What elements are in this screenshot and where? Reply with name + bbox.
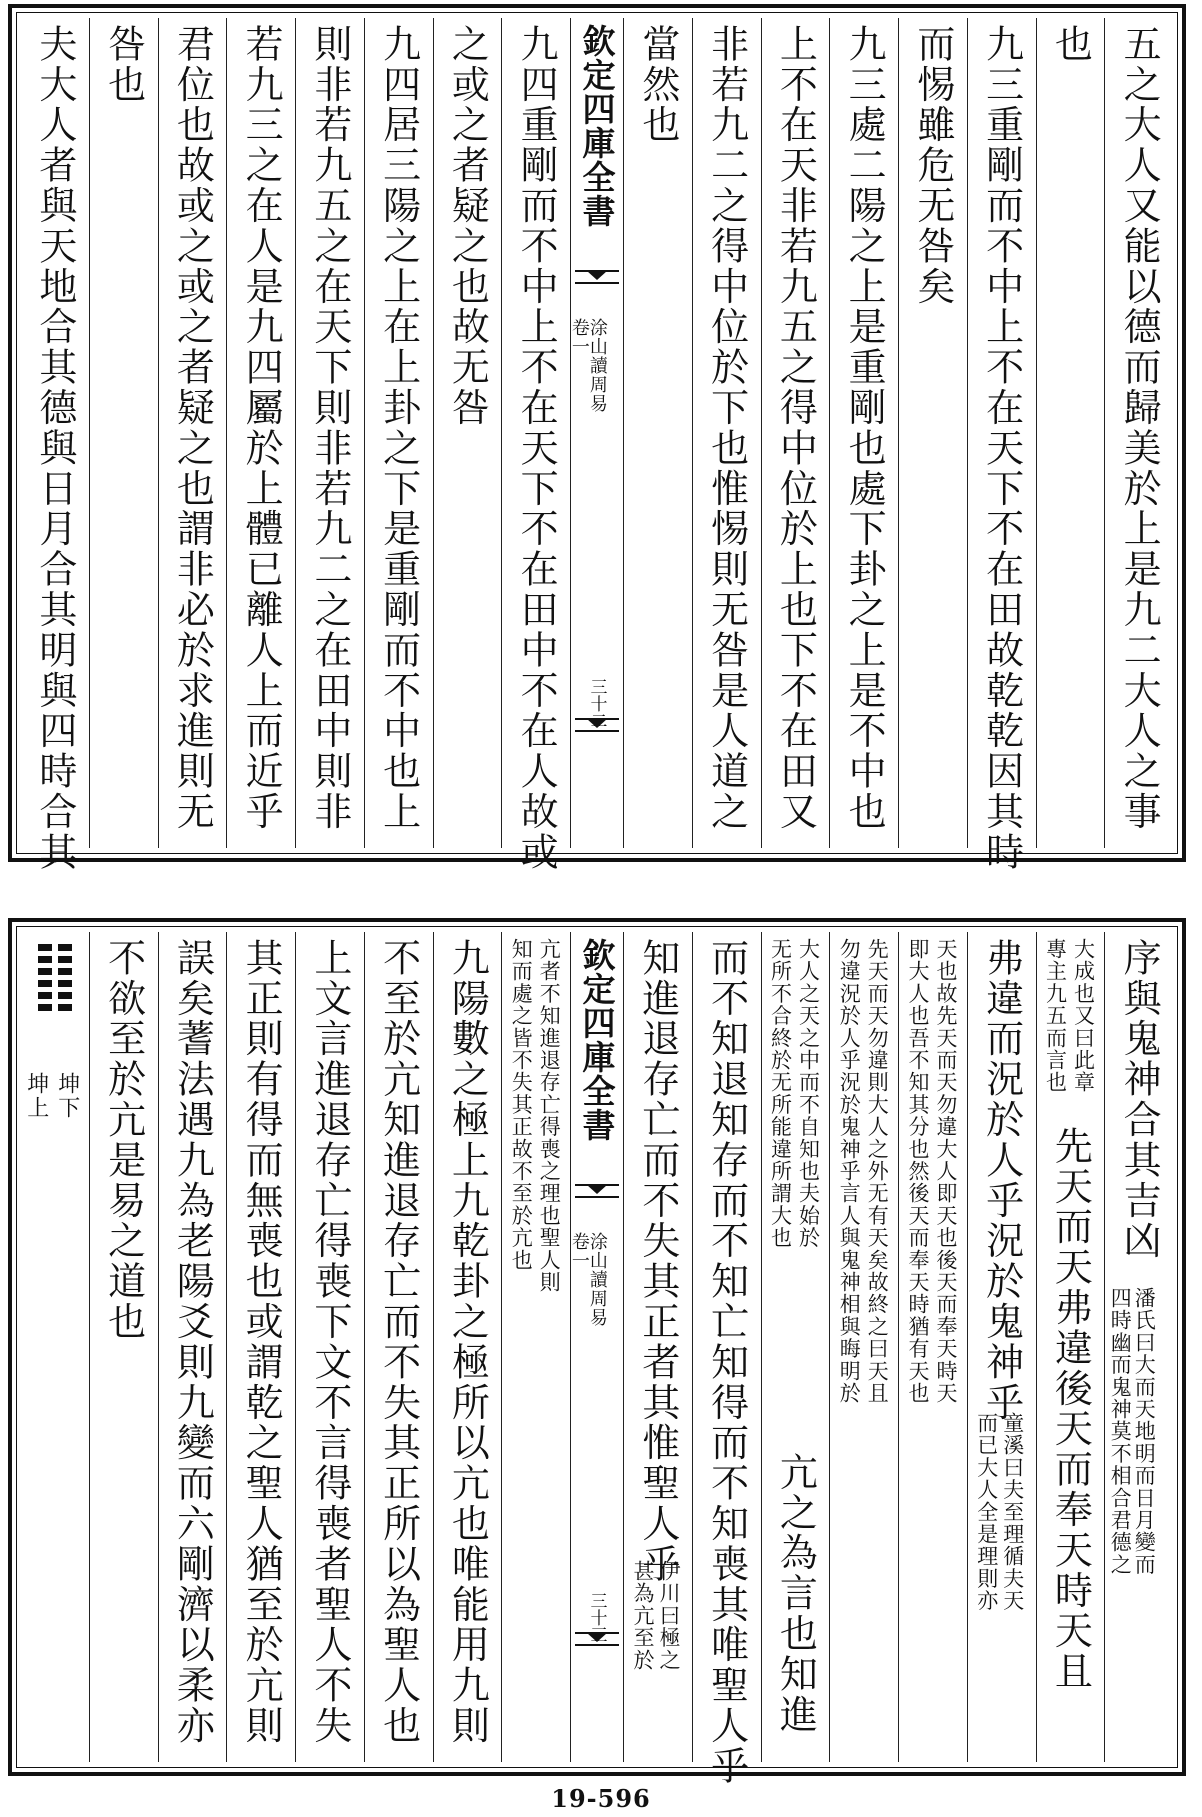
main-text: 誤矣蓍法遇九為老陽爻則九變而六剛濟以柔亦	[170, 938, 215, 1746]
hexagram-column	[21, 932, 89, 1762]
main-text: 知進退存亡而不失其正者其惟聖人乎	[635, 938, 680, 1585]
main-text: 則非若九五之在天下則非若九二之在田中則非	[307, 24, 352, 832]
text-column	[21, 18, 89, 873]
collection-title: 欽定四庫全書	[577, 24, 617, 228]
annotation-text: 勿違況於人乎況於鬼神乎言人與鬼神相與晦明於	[837, 938, 862, 1405]
volume-label: 卷一	[568, 318, 590, 356]
annotation-text: 先天而天勿違則大人之外无有天矣故終之曰天且	[865, 938, 890, 1405]
text-column	[692, 932, 761, 1787]
annotation-text: 專主九五而言也	[1043, 938, 1068, 1094]
text-column	[158, 18, 227, 848]
annotation-text: 即大人也吾不知其分也然後天而奉天時猶有天也	[906, 938, 931, 1405]
annotation-text: 大成也又曰此章	[1071, 938, 1096, 1094]
main-text: 九三處二陽之上是重剛也處下卦之上是不中也	[842, 24, 887, 832]
fish-tail-mark	[575, 1632, 619, 1646]
book-title: 涂山讀周易	[586, 318, 608, 413]
annotation-text: 无所不合終於无所能違所謂大也	[768, 938, 793, 1249]
main-text: 弗違而況於人乎況於鬼神乎	[979, 938, 1024, 1423]
text-column	[967, 18, 1036, 873]
text-column	[364, 18, 433, 848]
main-text: 九陽數之極上九乾卦之極所以亢也唯能用九則	[445, 938, 490, 1746]
text-column	[1104, 932, 1173, 1762]
hexagram-name-upper: 坤上	[23, 1072, 49, 1120]
main-text: 也	[1048, 24, 1093, 65]
annotation-text: 亢者不知進退存亡得喪之理也聖人則	[537, 938, 562, 1294]
main-text: 上不在天非若九五之得中位於上也下不在田又	[773, 24, 818, 832]
text-column	[433, 18, 502, 848]
folio-number: 三十三	[586, 1592, 607, 1643]
annotation-text: 四時幽而鬼神莫不相合君德之	[1108, 1287, 1133, 1576]
page-number: 19-596	[551, 1784, 651, 1813]
annotation-text: 潘氏曰大而天地明而日月變而	[1132, 1287, 1157, 1576]
main-text: 而不知退知存而不知亡知得而不知喪其唯聖人乎	[704, 938, 749, 1787]
hexagram-labels	[23, 1072, 83, 1120]
bottom-columns	[21, 932, 1173, 1787]
kun-hexagram-icon	[38, 944, 72, 1016]
text-column	[89, 18, 158, 848]
text-column	[89, 932, 158, 1762]
text-column	[226, 18, 295, 848]
text-column	[898, 932, 967, 1762]
main-text: 若九三之在人是九四屬於上體已離人上而近乎	[239, 24, 284, 832]
main-text: 非若九二之得中位於下也惟惕則无咎是人道之	[704, 24, 749, 832]
text-column	[295, 18, 364, 848]
text-column	[1036, 932, 1105, 1762]
text-column	[829, 18, 898, 848]
fish-tail-mark	[575, 718, 619, 732]
folio-number: 三十二	[586, 678, 607, 729]
main-text: 之或之者疑之也故无咎	[445, 24, 490, 428]
center-margin	[570, 18, 623, 848]
center-margin	[570, 932, 623, 1762]
text-column	[158, 932, 227, 1762]
main-text: 上文言進退存亡得喪下文不言得喪者聖人不失	[307, 938, 352, 1746]
text-column	[501, 932, 570, 1762]
text-column	[829, 932, 898, 1762]
main-text: 當然也	[635, 24, 680, 146]
text-column	[501, 18, 570, 873]
fish-tail-mark	[575, 1184, 619, 1198]
main-text: 夫大人者與天地合其德與日月合其明與四時合其	[32, 24, 77, 873]
text-column	[226, 932, 295, 1762]
top-page	[8, 4, 1186, 873]
main-text: 咎也	[101, 24, 146, 105]
annotation-text: 大人之天之中而不自知也夫始於	[796, 938, 821, 1249]
text-column	[761, 18, 830, 848]
annotation-text: 甚為亢至於	[631, 1560, 656, 1671]
text-column	[433, 932, 502, 1762]
text-column	[295, 932, 364, 1762]
top-columns	[21, 18, 1173, 873]
text-column	[623, 18, 692, 848]
main-text: 九四重剛而不中上不在天下不在田中不在人故或	[514, 24, 559, 873]
annotation-text: 天也故先天而天勿違大人即天也後天而奉天時天	[934, 938, 959, 1405]
main-text: 不至於亢知進退存亡而不失其正所以為聖人也	[376, 938, 421, 1746]
volume-label: 卷一	[568, 1232, 590, 1270]
text-column	[692, 18, 761, 848]
main-text: 亢之為言也知進	[773, 1452, 818, 1735]
text-column	[898, 18, 967, 848]
main-text: 君位也故或之或之者疑之也謂非必於求進則无	[170, 24, 215, 832]
main-text: 序與鬼神合其吉凶	[1117, 938, 1162, 1262]
hexagram-name-lower: 坤下	[54, 1072, 80, 1120]
collection-title: 欽定四庫全書	[577, 938, 617, 1142]
main-text: 五之大人又能以德而歸美於上是九二大人之事	[1117, 24, 1162, 832]
annotation-text: 伊川曰極之	[657, 1560, 682, 1671]
annotation-text: 童溪曰夫至理循夫天	[1000, 1412, 1025, 1612]
annotation-text: 知而處之皆不失其正故不至於亢也	[509, 938, 534, 1271]
main-text: 九四居三陽之上在上卦之下是重剛而不中也上	[376, 24, 421, 832]
main-text: 其正則有得而無喪也或謂乾之聖人猶至於亢則	[239, 938, 284, 1746]
text-column	[1036, 18, 1105, 848]
fish-tail-mark	[575, 270, 619, 284]
book-title: 涂山讀周易	[586, 1232, 608, 1327]
text-column	[364, 932, 433, 1762]
main-text: 先天而天弗違後天而奉天時天且	[1048, 1126, 1093, 1692]
main-text: 而惕雖危无咎矣	[910, 24, 955, 307]
text-column	[761, 932, 830, 1762]
main-text: 九三重剛而不中上不在天下不在田故乾乾因其時	[979, 24, 1024, 873]
annotation-text: 而已大人全是理則亦	[974, 1412, 999, 1612]
main-text: 不欲至於亢是易之道也	[101, 938, 146, 1342]
bottom-page	[8, 918, 1186, 1787]
text-column	[623, 932, 692, 1762]
text-column	[967, 932, 1036, 1762]
text-column	[1104, 18, 1173, 848]
